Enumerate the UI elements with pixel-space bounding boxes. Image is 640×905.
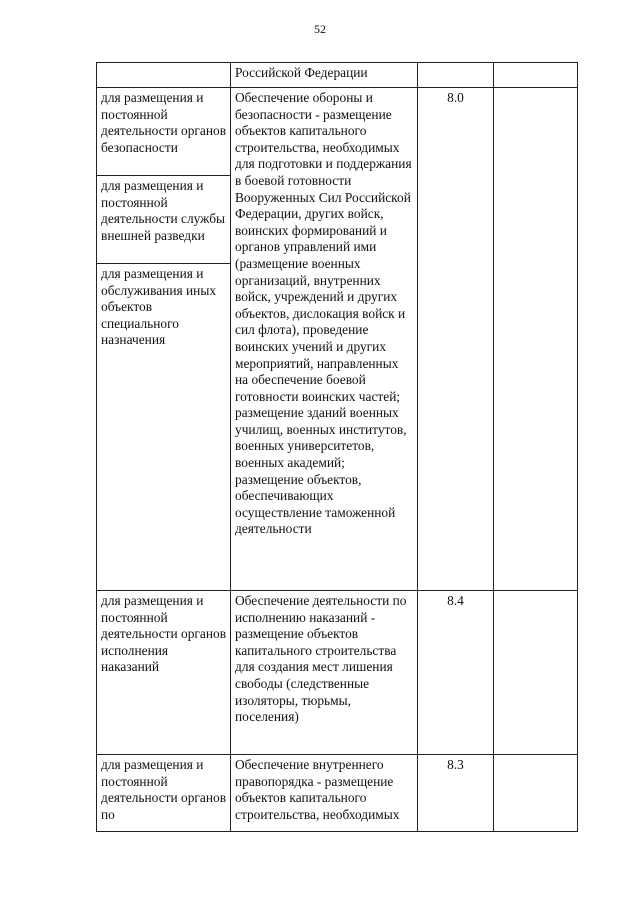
cell-extra (494, 755, 578, 832)
description-part: размещение объектов, обеспечивающих осуществление таможенной деятельности (235, 471, 396, 537)
cell-code: 8.4 (418, 591, 494, 755)
cell-extra (494, 88, 578, 591)
cell-description: Обеспечение внутреннего правопорядка - размещение объектов капитального строительства, необходимых (231, 755, 418, 832)
cell-description (231, 88, 418, 591)
table-row-defense (97, 88, 578, 591)
land-use-table (96, 62, 578, 832)
cell-extra (494, 591, 578, 755)
cell-code: 8.0 (418, 88, 494, 591)
cell-purpose: для размещения и постоянной деятельности органов исполнения наказаний (97, 591, 231, 755)
cell-purpose (97, 63, 231, 88)
purpose-foreign-intelligence: для размещения и постоянной деятельности службы внешней разведки (97, 176, 230, 264)
cell-code: 8.3 (418, 755, 494, 832)
purpose-special-objects: для размещения и обслуживания иных объектов специального назначения (101, 266, 217, 348)
cell-extra (494, 63, 578, 88)
cell-purpose: для размещения и постоянной деятельности органов по (97, 755, 231, 832)
table-row-penal (97, 591, 578, 755)
table-row-continuation (97, 63, 578, 88)
cell-purpose-group (97, 88, 231, 591)
cell-description: Обеспечение деятельности по исполнению наказаний - размещение объектов капитального строительства для создания мест лишения свободы (следственные изоляторы, тюрьмы, поселения) (231, 591, 418, 755)
cell-description: Российской Федерации (231, 63, 418, 88)
description-part: размещение зданий военных училищ, военных институтов, военных университетов, военных академий; (235, 405, 407, 471)
table-row-internal-order (97, 755, 578, 832)
page-number: 52 (314, 22, 326, 36)
cell-code (418, 63, 494, 88)
purpose-security-organs: для размещения и постоянной деятельности органов безопасности (97, 90, 230, 176)
description-part: Обеспечение обороны и безопасности - размещение объектов капитального строительства, необходимых для подготовки и поддержания в боевой готовности Вооруженных Сил Российской Федерации, других войск, воинских формирований и органов управлений ими (размещение военных организаций, внутренних войск, учреждений и других объектов, дислокация войск и сил флота), проведение воинских учений и других мероприятий, направленных на обеспечение боевой готовности воинских частей; (235, 90, 412, 404)
